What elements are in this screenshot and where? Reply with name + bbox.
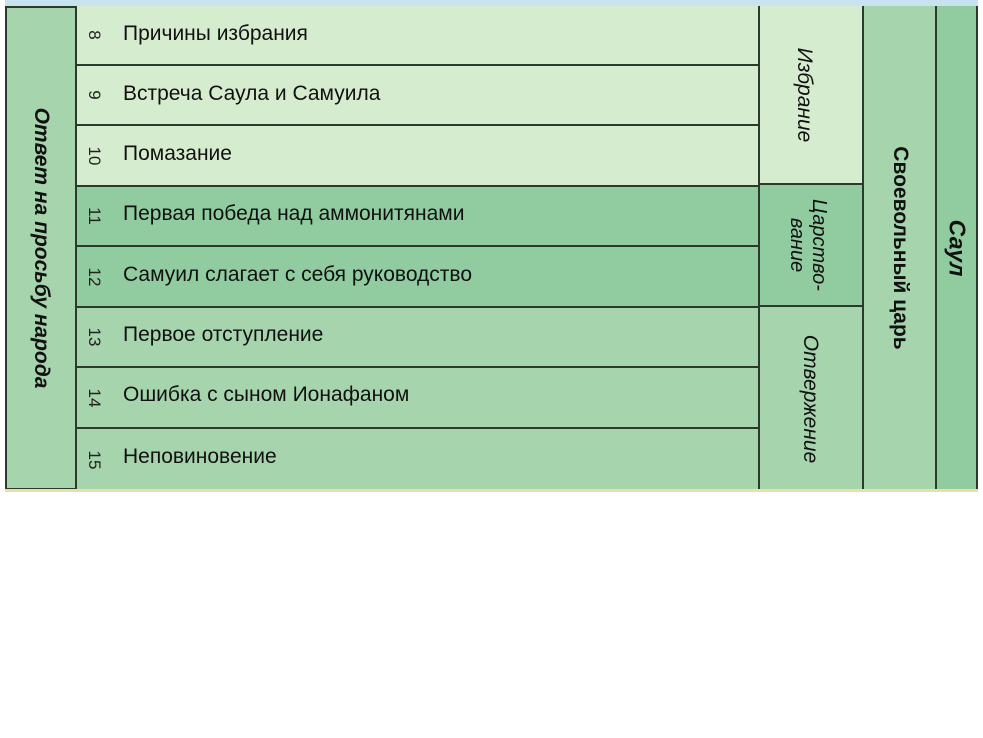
left-column <box>5 6 77 490</box>
row-number: 13 <box>85 327 104 347</box>
row-title: Помазание <box>123 142 232 165</box>
table-row <box>77 247 758 308</box>
group-election <box>758 6 862 185</box>
bottom-edge <box>5 489 978 492</box>
row-title: Первая победа над аммонитянами <box>123 202 465 225</box>
group-label: Царство- вание <box>786 199 830 291</box>
row-number: 11 <box>85 207 104 225</box>
table-row <box>77 6 758 66</box>
table-row <box>77 429 758 490</box>
row-number: 12 <box>85 267 104 286</box>
row-title: Самуил слагает с себя руководство <box>123 263 473 286</box>
table-row <box>77 126 758 187</box>
group-label: Отвержение <box>799 334 822 463</box>
group-rejection <box>758 307 862 490</box>
row-title: Причины избрания <box>123 22 308 45</box>
section-column <box>862 6 935 490</box>
left-column-label: Ответ на просьбу народа <box>30 107 53 389</box>
row-number: 15 <box>85 450 104 469</box>
row-number: 14 <box>85 388 104 407</box>
row-title: Неповиновение <box>123 445 277 468</box>
row-number: 10 <box>85 146 104 165</box>
table-row <box>77 66 758 126</box>
row-title: Первое отступление <box>123 323 324 346</box>
group-reign <box>758 185 862 307</box>
section-label: Своевольный царь <box>888 146 912 350</box>
table-row <box>77 187 758 247</box>
table-row <box>77 368 758 429</box>
person-label: Саул <box>944 219 970 277</box>
person-column <box>935 6 978 490</box>
group-label: Избрание <box>793 47 816 142</box>
row-title: Ошибка с сыном Ионафаном <box>123 383 410 406</box>
row-number: 9 <box>85 90 104 100</box>
table-row <box>77 308 758 368</box>
row-title: Встреча Саула и Самуила <box>123 82 381 105</box>
row-number: 8 <box>85 30 104 40</box>
